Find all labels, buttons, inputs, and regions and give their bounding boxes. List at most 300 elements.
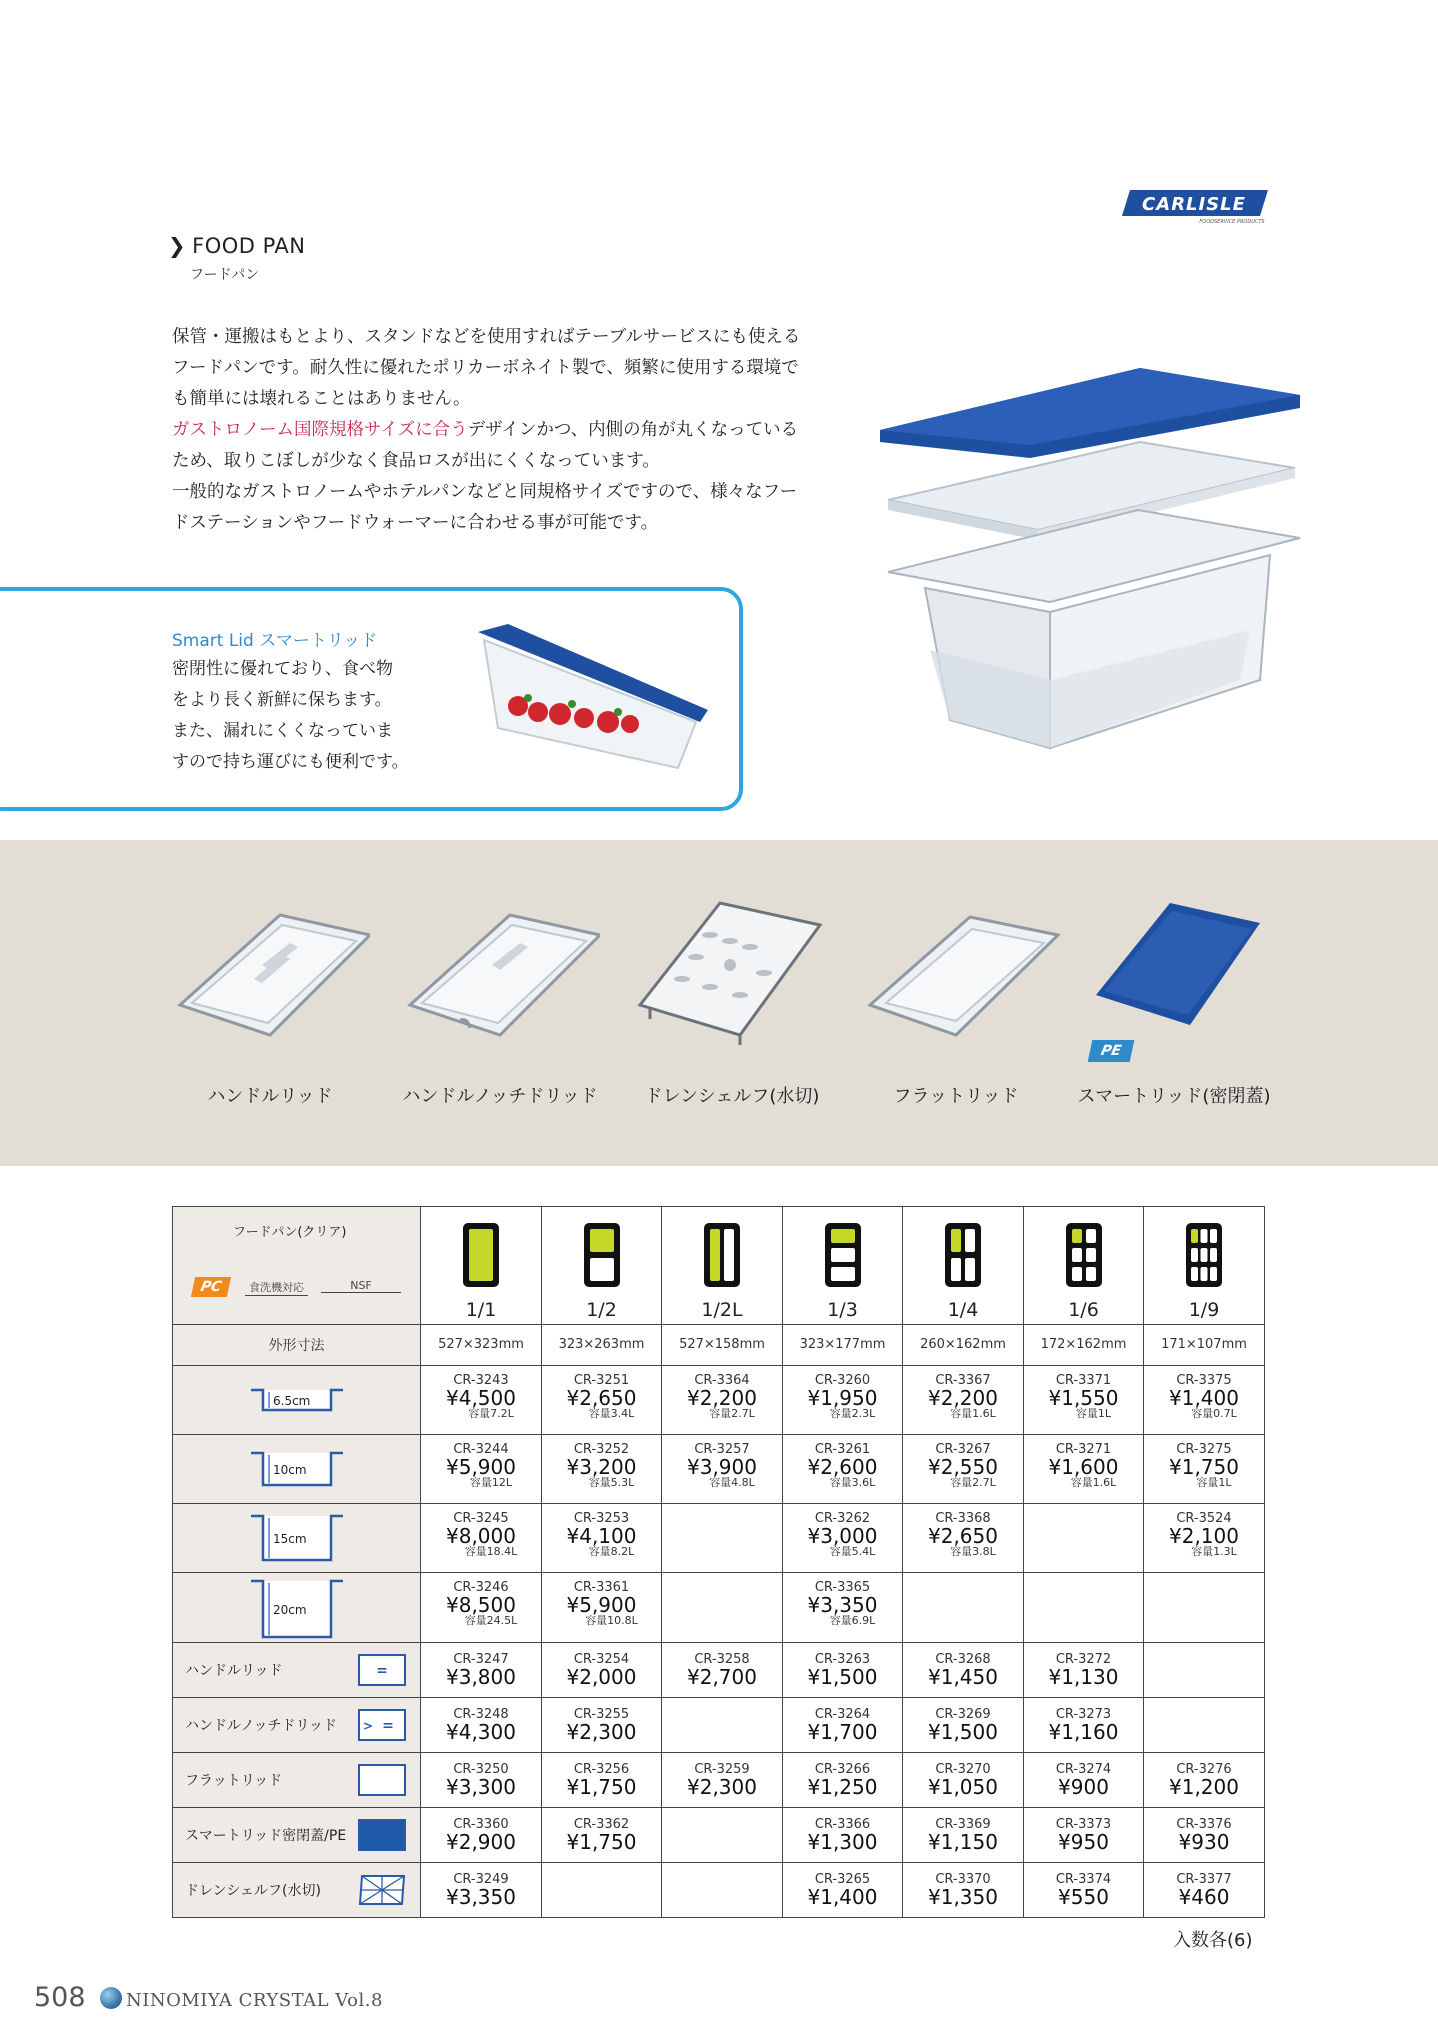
- price-cell: [421, 1698, 542, 1753]
- product-capacity: 容量12L: [469, 1475, 513, 1489]
- drain-shelf-image: [630, 895, 830, 1045]
- price-cell: [1024, 1643, 1144, 1698]
- product-code: CR-3371: [1055, 1372, 1112, 1388]
- product-price: ¥3,350: [807, 1593, 878, 1618]
- section-title-text: FOOD PAN: [192, 234, 306, 258]
- product-price: ¥2,900: [446, 1830, 516, 1855]
- notched-lid-icon: [358, 1709, 406, 1741]
- depth-pan-icon: [249, 1449, 345, 1489]
- product-code: CR-3260: [814, 1372, 871, 1388]
- logo-subtext: FOODSERVICE PRODUCTS: [1199, 219, 1265, 224]
- product-capacity: 容量3.4L: [588, 1406, 635, 1420]
- dimension-value: 527×323mm: [421, 1324, 542, 1365]
- product-price: ¥930: [1178, 1830, 1230, 1855]
- product-price: ¥5,900: [566, 1593, 637, 1618]
- product-price: ¥3,200: [566, 1454, 637, 1479]
- product-price: ¥3,800: [446, 1665, 516, 1690]
- price-cell: [903, 1863, 1024, 1918]
- product-code: CR-3267: [935, 1441, 991, 1457]
- price-cell: [1024, 1365, 1144, 1434]
- price-cell: [542, 1698, 662, 1753]
- product-price: ¥4,100: [566, 1523, 637, 1548]
- dimension-value: 171×107mm: [1144, 1324, 1265, 1365]
- desc-line: ため、取りこぼしが少なく食品ロスが出にくくなっています。: [172, 451, 660, 471]
- product-code: CR-3266: [814, 1762, 871, 1778]
- price-cell: [1144, 1863, 1265, 1918]
- product-code: CR-3257: [694, 1441, 750, 1457]
- desc-line: [172, 415, 842, 446]
- product-code: CR-3259: [694, 1762, 750, 1778]
- product-code: CR-3370: [935, 1872, 991, 1887]
- accessory-label: スマートリッド(密閉蓋): [1077, 1086, 1271, 1107]
- pe-badge: PE: [1088, 1040, 1135, 1062]
- price-cell: [783, 1863, 903, 1918]
- depth-pan-icon: [249, 1512, 345, 1564]
- depth-label: 10cm: [272, 1462, 307, 1477]
- depth-label-cell: [173, 1365, 421, 1434]
- product-code: CR-3268: [935, 1652, 991, 1668]
- product-price: ¥550: [1058, 1885, 1109, 1909]
- price-cell: [542, 1365, 662, 1434]
- product-price: ¥3,000: [807, 1523, 878, 1548]
- accessory-row-label: スマートリッド密閉蓋/PE: [185, 1828, 347, 1845]
- product-capacity: 容量24.5L: [464, 1614, 518, 1628]
- depth-label-cell: [173, 1434, 421, 1503]
- product-capacity: 容量5.4L: [829, 1544, 876, 1558]
- product-price: ¥1,050: [928, 1775, 998, 1800]
- table-title: フードパン(クリア): [233, 1225, 347, 1240]
- size-name: 1/4: [947, 1299, 979, 1321]
- accessory-label-cell: [173, 1863, 421, 1918]
- product-code: CR-3367: [935, 1372, 991, 1388]
- product-price: ¥4,500: [446, 1385, 516, 1410]
- price-cell: [1144, 1808, 1265, 1863]
- product-price: ¥1,500: [807, 1665, 878, 1690]
- desc-line: 保管・運搬はもとより、スタンドなどを使用すればテーブルサービスにも使える: [172, 327, 801, 347]
- price-cell: [783, 1643, 903, 1698]
- product-code: CR-3254: [573, 1652, 630, 1668]
- product-code: CR-3360: [453, 1817, 509, 1833]
- product-code: CR-3261: [814, 1441, 871, 1457]
- depth-label: 6.5cm: [272, 1393, 310, 1408]
- size-header-1-2: [542, 1207, 662, 1325]
- price-cell: [783, 1808, 903, 1863]
- product-price: ¥2,550: [928, 1454, 998, 1479]
- product-code: CR-3244: [453, 1441, 509, 1457]
- product-code: CR-3369: [935, 1817, 991, 1833]
- product-code: CR-3250: [453, 1762, 509, 1778]
- depth-row: [173, 1503, 1265, 1572]
- desc-line: も簡単には壊れることはありません。: [172, 389, 471, 409]
- product-capacity: 容量1.6L: [950, 1406, 996, 1420]
- size-1-9-icon: [1184, 1221, 1224, 1289]
- size-1-2-icon: [582, 1221, 622, 1289]
- product-code: CR-3377: [1176, 1872, 1232, 1887]
- description: [172, 322, 842, 539]
- accessory-row-label: ハンドルノッチドリッド: [185, 1718, 337, 1735]
- product-code: CR-3272: [1055, 1652, 1112, 1668]
- product-code: CR-3252: [573, 1441, 630, 1457]
- section-subtitle: フードパン: [190, 267, 260, 283]
- product-price: ¥2,700: [687, 1665, 757, 1690]
- product-price: ¥2,100: [1169, 1523, 1239, 1548]
- price-cell: [542, 1863, 662, 1918]
- price-cell: [903, 1753, 1024, 1808]
- desc-line: ドステーションやフードウォーマーに合わせる事が可能です。: [172, 513, 659, 533]
- product-capacity: 容量4.8L: [709, 1475, 755, 1489]
- price-cell: [662, 1808, 783, 1863]
- price-cell: [783, 1753, 903, 1808]
- dimension-value: 527×158mm: [662, 1324, 783, 1365]
- size-1-1-icon: [461, 1221, 501, 1289]
- product-code: CR-3249: [453, 1872, 509, 1887]
- price-cell: [903, 1808, 1024, 1863]
- flat-lid-icon: [358, 1764, 406, 1796]
- size-name: 1/3: [827, 1299, 858, 1321]
- product-code: CR-3251: [573, 1372, 630, 1388]
- product-code: CR-3270: [935, 1762, 991, 1778]
- accessory-row: [173, 1753, 1265, 1808]
- size-name: 1/1: [465, 1299, 497, 1321]
- price-cell: [1024, 1808, 1144, 1863]
- product-price: ¥1,450: [928, 1665, 998, 1690]
- carlisle-logo: [1122, 188, 1268, 224]
- product-price: ¥1,400: [1169, 1385, 1239, 1410]
- product-code: CR-3269: [935, 1707, 991, 1723]
- product-capacity: 容量5.3L: [588, 1475, 635, 1489]
- smart-lid-line: をより長く新鮮に保ちます。: [172, 690, 392, 710]
- globe-icon: [100, 1987, 122, 2009]
- accessory-label-cell: [173, 1698, 421, 1753]
- page-number: 508: [34, 1982, 86, 2013]
- price-cell: [542, 1573, 662, 1643]
- product-code: CR-3275: [1176, 1441, 1232, 1457]
- accessory-label: ハンドルノッチドリッド: [402, 1086, 598, 1107]
- product-price: ¥1,160: [1048, 1720, 1119, 1745]
- depth-row: [173, 1365, 1265, 1434]
- price-cell: [1144, 1753, 1265, 1808]
- product-code: CR-3366: [814, 1817, 871, 1833]
- depth-label-cell: [173, 1503, 421, 1572]
- product-price: ¥4,300: [446, 1720, 516, 1745]
- product-code: CR-3256: [573, 1762, 630, 1778]
- product-price: ¥2,300: [566, 1720, 637, 1745]
- smart-lid-line: また、漏れにくくなっていま: [172, 721, 393, 741]
- product-price: ¥1,300: [807, 1830, 878, 1855]
- product-capacity: 容量10.8L: [585, 1614, 638, 1628]
- price-cell: [542, 1808, 662, 1863]
- desc-highlight: ガストロノーム国際規格サイズに合う: [172, 420, 468, 440]
- price-cell: [1144, 1698, 1265, 1753]
- product-price: ¥1,500: [928, 1720, 998, 1745]
- product-price: ¥2,000: [566, 1665, 637, 1690]
- product-capacity: 容量2.7L: [950, 1475, 996, 1489]
- accessory-label: ハンドルリッド: [207, 1086, 333, 1107]
- size-1-2l-icon: [702, 1221, 742, 1289]
- price-cell: [1024, 1503, 1144, 1572]
- product-code: CR-3376: [1176, 1817, 1232, 1833]
- price-cell: [903, 1434, 1024, 1503]
- accessory-row-label: ハンドルリッド: [185, 1663, 283, 1680]
- pc-badge: PC: [191, 1277, 231, 1297]
- size-1-4-icon: [943, 1221, 983, 1289]
- price-cell: [542, 1434, 662, 1503]
- product-capacity: 容量1L: [1196, 1475, 1232, 1489]
- price-cell: [1024, 1434, 1144, 1503]
- desc-line: 一般的なガストロノームやホテルパンなどと同規格サイズですので、様々なフー: [172, 482, 798, 502]
- accessory-label-cell: [173, 1753, 421, 1808]
- price-cell: [662, 1753, 783, 1808]
- product-price: ¥3,350: [446, 1885, 516, 1909]
- price-cell: [903, 1698, 1024, 1753]
- price-cell: [662, 1573, 783, 1643]
- price-cell: [421, 1808, 542, 1863]
- product-capacity: 容量2.3L: [829, 1406, 876, 1420]
- size-name: 1/2: [586, 1299, 617, 1321]
- product-price: ¥460: [1178, 1885, 1230, 1909]
- table-title-cell: [173, 1207, 421, 1325]
- product-price: ¥3,900: [687, 1454, 757, 1479]
- drain-shelf-icon: [358, 1874, 406, 1906]
- accessory-label: ドレンシェルフ(水切): [644, 1086, 820, 1107]
- spec-table: [172, 1206, 1265, 1918]
- product-price: ¥1,350: [928, 1885, 998, 1909]
- accessory-row: [173, 1863, 1265, 1918]
- accessory-label-cell: [173, 1808, 421, 1863]
- smart-lid-photo: [468, 618, 716, 778]
- product-price: ¥1,150: [928, 1830, 998, 1855]
- product-code: CR-3276: [1176, 1762, 1232, 1778]
- price-cell: [542, 1753, 662, 1808]
- desc-line: フードパンです。耐久性に優れたポリカーボネイト製で、頻繁に使用する環境で: [172, 358, 799, 378]
- price-cell: [662, 1503, 783, 1572]
- price-cell: [542, 1503, 662, 1572]
- svg-text:=: =: [382, 1718, 394, 1735]
- food-pan-hero-image: [870, 350, 1310, 770]
- product-price: ¥900: [1058, 1775, 1109, 1800]
- accessory-row: [173, 1808, 1265, 1863]
- depth-label: 20cm: [272, 1603, 307, 1618]
- price-cell: [1024, 1753, 1144, 1808]
- smart-lid-icon: [358, 1819, 406, 1851]
- product-price: ¥1,600: [1048, 1454, 1119, 1479]
- smart-lid-description: [172, 654, 440, 778]
- size-name: 1/6: [1068, 1299, 1099, 1321]
- price-cell: [662, 1643, 783, 1698]
- product-capacity: 容量7.2L: [468, 1406, 514, 1420]
- accessory-row-label: ドレンシェルフ(水切): [185, 1883, 321, 1899]
- dimension-value: 260×162mm: [903, 1324, 1024, 1365]
- accessory-row: [173, 1643, 1265, 1698]
- product-capacity: 容量8.2L: [588, 1544, 635, 1558]
- product-capacity: 容量2.7L: [709, 1406, 755, 1420]
- product-code: CR-3375: [1176, 1372, 1232, 1388]
- dimension-label: 外形寸法: [173, 1324, 421, 1365]
- product-code: CR-3364: [694, 1372, 750, 1388]
- size-1-3-icon: [823, 1221, 863, 1289]
- size-1-6-icon: [1064, 1221, 1104, 1289]
- price-cell: [662, 1863, 783, 1918]
- price-cell: [662, 1365, 783, 1434]
- product-code: CR-3271: [1055, 1441, 1112, 1457]
- smart-lid-line: 密閉性に優れており、食べ物: [172, 659, 393, 679]
- price-cell: [421, 1503, 542, 1572]
- product-price: ¥1,400: [807, 1885, 878, 1909]
- product-code: CR-3265: [814, 1872, 871, 1887]
- price-cell: [783, 1698, 903, 1753]
- product-code: CR-3263: [814, 1652, 871, 1668]
- product-capacity: 容量1.6L: [1070, 1475, 1117, 1489]
- depth-label-cell: [173, 1573, 421, 1643]
- product-price: ¥1,750: [566, 1830, 637, 1855]
- product-code: CR-3373: [1055, 1817, 1112, 1833]
- product-price: ¥1,550: [1048, 1385, 1119, 1410]
- price-cell: [783, 1365, 903, 1434]
- product-code: CR-3362: [573, 1817, 630, 1833]
- price-cell: [903, 1365, 1024, 1434]
- handle-notched-lid-image: [400, 895, 600, 1045]
- price-cell: [421, 1573, 542, 1643]
- product-code: CR-3253: [573, 1510, 630, 1526]
- price-cell: [421, 1643, 542, 1698]
- product-price: ¥8,500: [446, 1593, 516, 1618]
- dimension-value: 323×177mm: [783, 1324, 903, 1365]
- depth-label: 15cm: [272, 1531, 307, 1546]
- price-cell: [1144, 1503, 1265, 1572]
- product-price: ¥1,950: [807, 1385, 878, 1410]
- price-cell: [421, 1753, 542, 1808]
- product-code: CR-3248: [453, 1707, 509, 1723]
- product-price: ¥1,750: [566, 1775, 637, 1800]
- product-code: CR-3262: [814, 1510, 871, 1526]
- product-code: CR-3264: [814, 1707, 871, 1723]
- product-code: CR-3524: [1176, 1510, 1232, 1526]
- smart-lid-title: Smart Lid スマートリッド: [172, 631, 378, 651]
- flat-lid-image: [860, 895, 1060, 1045]
- handle-lid-image: [170, 895, 370, 1045]
- price-cell: [783, 1573, 903, 1643]
- chevron-right-icon: ❯: [168, 234, 187, 258]
- price-cell: [662, 1698, 783, 1753]
- size-name: 1/2L: [701, 1299, 743, 1321]
- price-cell: [783, 1434, 903, 1503]
- price-cell: [1024, 1863, 1144, 1918]
- section-title: [168, 234, 306, 258]
- product-code: CR-3255: [573, 1707, 630, 1723]
- logo-text: CARLISLE: [1142, 194, 1246, 215]
- product-price: ¥2,650: [928, 1523, 998, 1548]
- accessory-label: フラットリッド: [893, 1086, 1019, 1107]
- product-code: CR-3365: [814, 1580, 871, 1596]
- product-capacity: 容量18.4L: [464, 1544, 518, 1558]
- smart-lid-image: [1090, 895, 1290, 1045]
- product-price: ¥8,000: [446, 1523, 516, 1548]
- product-price: ¥950: [1058, 1830, 1109, 1855]
- desc-line-text: デザインかつ、内側の角が丸くなっている: [467, 420, 799, 440]
- size-name: 1/9: [1188, 1299, 1220, 1321]
- product-capacity: 容量3.6L: [829, 1475, 876, 1489]
- size-header-1-9: [1144, 1207, 1265, 1325]
- product-capacity: 容量1.3L: [1191, 1544, 1237, 1558]
- product-price: ¥2,300: [687, 1775, 757, 1800]
- product-price: ¥2,650: [566, 1385, 637, 1410]
- price-cell: [1144, 1643, 1265, 1698]
- accessory-label-cell: [173, 1643, 421, 1698]
- product-price: ¥5,900: [446, 1454, 516, 1479]
- depth-row: [173, 1434, 1265, 1503]
- dishwasher-tag: 食洗機対応: [245, 1279, 308, 1296]
- accessory-row: [173, 1698, 1265, 1753]
- product-code: CR-3274: [1055, 1762, 1112, 1778]
- product-code: CR-3258: [694, 1652, 750, 1668]
- product-code: CR-3245: [453, 1510, 509, 1526]
- price-cell: [421, 1863, 542, 1918]
- product-price: ¥1,250: [807, 1775, 878, 1800]
- size-header-1-2l: [662, 1207, 783, 1325]
- depth-pan-icon: [249, 1577, 345, 1641]
- product-price: ¥1,700: [807, 1720, 878, 1745]
- depth-pan-icon: [249, 1386, 345, 1414]
- product-price: ¥2,600: [807, 1454, 878, 1479]
- product-price: ¥2,200: [928, 1385, 998, 1410]
- product-price: ¥1,750: [1169, 1454, 1239, 1479]
- price-cell: [903, 1643, 1024, 1698]
- price-cell: [1024, 1573, 1144, 1643]
- depth-row: [173, 1573, 1265, 1643]
- price-cell: [1144, 1434, 1265, 1503]
- price-cell: [542, 1643, 662, 1698]
- price-cell: [783, 1503, 903, 1572]
- price-cell: [903, 1573, 1024, 1643]
- smart-lid-line: すので持ち運びにも便利です。: [172, 752, 409, 772]
- product-price: ¥2,200: [687, 1385, 757, 1410]
- size-header-1-1: [421, 1207, 542, 1325]
- size-header-row: [173, 1207, 1265, 1325]
- handle-lid-icon: [358, 1654, 406, 1686]
- accessory-row-label: フラットリッド: [185, 1773, 283, 1790]
- size-header-1-4: [903, 1207, 1024, 1325]
- product-code: CR-3374: [1055, 1872, 1112, 1887]
- product-code: CR-3361: [573, 1580, 630, 1596]
- product-price: ¥3,300: [446, 1775, 516, 1800]
- price-cell: [421, 1365, 542, 1434]
- dimension-value: 323×263mm: [542, 1324, 662, 1365]
- price-cell: [1144, 1573, 1265, 1643]
- product-code: CR-3368: [935, 1510, 991, 1526]
- product-code: CR-3246: [453, 1580, 509, 1596]
- price-cell: [1144, 1365, 1265, 1434]
- product-capacity: 容量6.9L: [829, 1614, 876, 1628]
- svg-text:=: =: [376, 1663, 388, 1680]
- price-cell: [1024, 1698, 1144, 1753]
- price-cell: [662, 1434, 783, 1503]
- price-cell: [903, 1503, 1024, 1572]
- nsf-tag: NSF: [321, 1279, 401, 1293]
- publication-name: NINOMIYA CRYSTAL Vol.8: [126, 1990, 383, 2011]
- product-capacity: 容量1L: [1075, 1406, 1112, 1420]
- svg-text:>: >: [362, 1719, 374, 1734]
- price-cell: [421, 1434, 542, 1503]
- size-header-1-3: [783, 1207, 903, 1325]
- quantity-note: 入数各(6): [1173, 1930, 1253, 1951]
- product-price: ¥1,200: [1169, 1775, 1239, 1800]
- product-capacity: 容量0.7L: [1191, 1406, 1237, 1420]
- size-header-1-6: [1024, 1207, 1144, 1325]
- product-code: CR-3247: [453, 1652, 509, 1668]
- product-code: CR-3243: [453, 1372, 509, 1388]
- dimension-row: [173, 1324, 1265, 1365]
- product-capacity: 容量3.8L: [950, 1544, 996, 1558]
